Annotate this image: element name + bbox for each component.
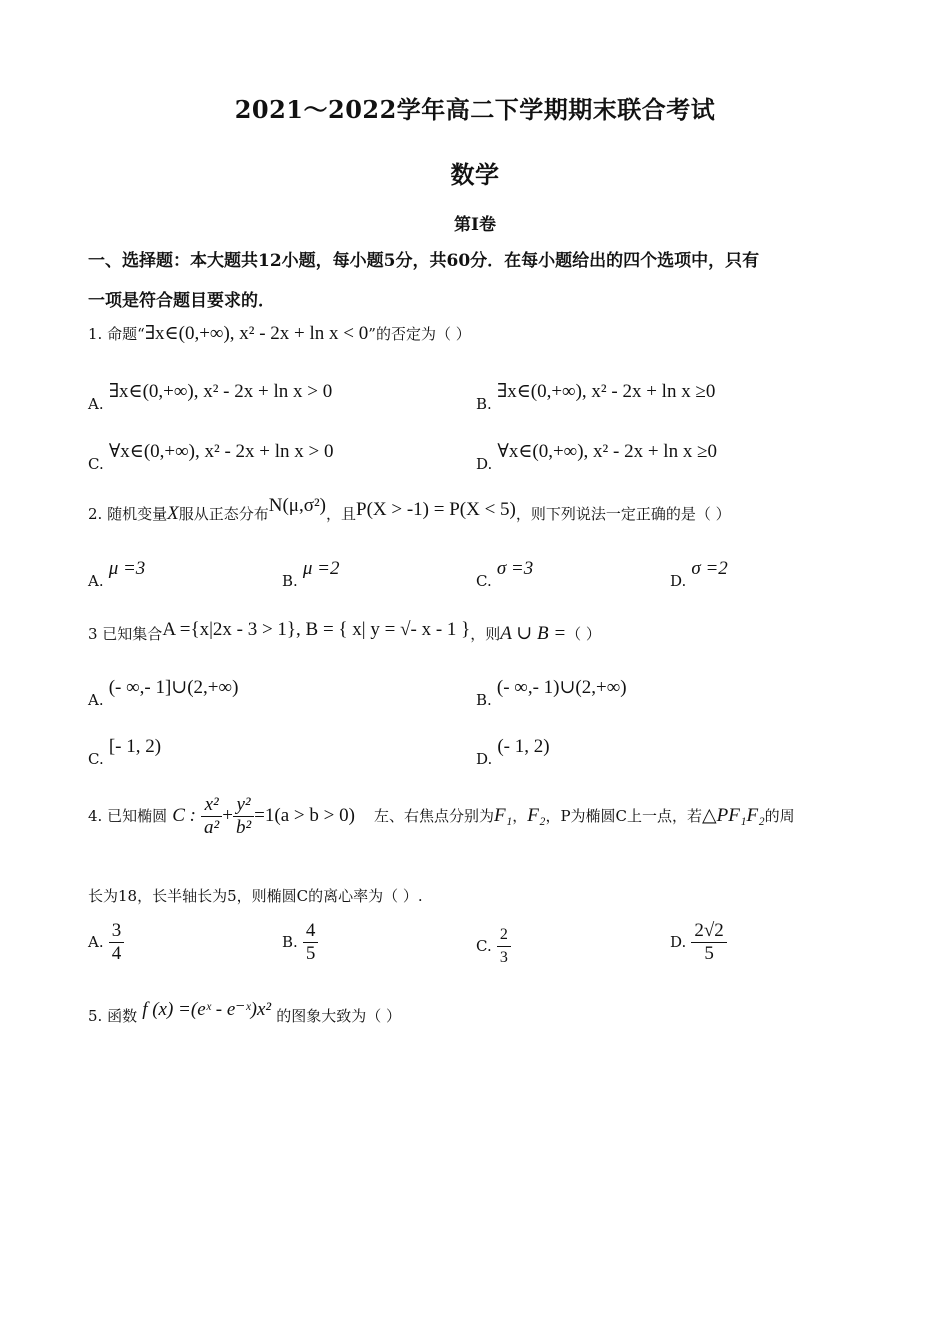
q4-option-d[interactable] <box>670 920 727 965</box>
subject-title: 数学 <box>450 160 500 189</box>
q1-option-a[interactable] <box>88 380 333 413</box>
q4-option-c-fraction <box>497 924 511 969</box>
q2-option-a-text: μ =3 <box>108 558 146 579</box>
q4-option-c-den: 3 <box>499 949 508 966</box>
q4-option-c-label: C. <box>476 937 492 955</box>
q2-option-c-label: C. <box>476 572 492 590</box>
q4-fraction-x <box>201 794 222 839</box>
q2-option-d-label: D. <box>670 572 687 590</box>
q3-option-a-label: A. <box>88 691 104 709</box>
q4-prefix: 4. 已知椭圆 <box>88 807 168 825</box>
q5-suffix: 的图象大致为（ ） <box>276 1007 401 1025</box>
q4-f1: F₁ <box>494 805 513 826</box>
q4-ellipse-tail: =1(a > b > 0) <box>254 805 355 826</box>
q1-option-d[interactable] <box>476 440 718 473</box>
q3-sets: A ={x|2x - 3 > 1}, B = { x| y = √- x - 1 } <box>162 619 471 640</box>
q1-option-b-label: B. <box>476 395 492 413</box>
q3-prefix: 3 已知集合 <box>88 625 163 643</box>
q1-option-c-label: C. <box>88 455 104 473</box>
q4-option-c[interactable] <box>476 924 511 969</box>
q2-option-c-text: σ =3 <box>496 558 534 579</box>
q1-option-c[interactable] <box>88 440 334 473</box>
q4-option-a[interactable] <box>88 920 124 965</box>
q2-suffix: ，则下列说法一定正确的是（ ） <box>515 505 731 523</box>
q4-option-a-label: A. <box>88 933 104 951</box>
q3-option-a[interactable] <box>88 676 239 709</box>
section-heading-line1: 一、选择题：本大题共12小题，每小题5分，共60分．在每小题给出的四个选项中，只有 <box>88 251 760 271</box>
q2-option-b-text: μ =2 <box>302 558 340 579</box>
q4-option-c-num: 2 <box>497 924 511 947</box>
q4-text2: ，P为椭圆C上一点，若 <box>545 807 703 825</box>
q2-option-b[interactable] <box>282 558 340 590</box>
q1-option-a-label: A. <box>88 395 104 413</box>
q2-option-c[interactable] <box>476 558 534 590</box>
q3-option-b[interactable] <box>476 676 627 709</box>
q1-option-d-text: ∀x∈(0,+∞), x² - 2x + ln x ≥0 <box>497 441 718 462</box>
question-4: 4. 已知椭圆 C : $\frac{\text{x²}}{\text{a²}}$ + $\frac{\text{y²}}{\text{b²}}$ =1(a > b > 0) 左、右焦点分别为F₁，F₂，P为椭圆C上一点，若△PF₁F₂的周 <box>88 794 795 838</box>
q3-option-b-label: B. <box>476 691 492 709</box>
q4-fraction-y-den: b² <box>235 817 252 838</box>
q4-option-d-num: 2√2 <box>691 920 726 943</box>
q4-option-d-label: D. <box>670 933 687 951</box>
volume-label: 第Ⅰ卷 <box>454 215 496 235</box>
q2-option-a[interactable] <box>88 558 146 590</box>
q4-option-d-den: 5 <box>704 943 714 964</box>
question-2 <box>88 495 731 525</box>
question-3 <box>88 619 601 645</box>
q4-ellipse-c: C : <box>172 805 196 826</box>
q4-f2: F₂ <box>527 805 546 826</box>
q3-suffix: （ ） <box>566 625 601 643</box>
q3-option-b-text: (- ∞,- 1)∪(2,+∞) <box>496 677 627 698</box>
q4-fraction-y-num: y² <box>233 794 254 817</box>
q4-triangle: △PF₁F₂ <box>702 805 765 826</box>
q1-expression: ∃x∈(0,+∞), x² - 2x + ln x < 0 <box>144 323 369 344</box>
q1-option-b-text: ∃x∈(0,+∞), x² - 2x + ln x ≥0 <box>496 381 716 402</box>
q4-comma: ， <box>512 807 528 825</box>
q4-fraction-x-num: x² <box>201 794 222 817</box>
q4-option-a-den: 4 <box>111 943 122 964</box>
q4-option-b-label: B. <box>282 933 298 951</box>
q3-option-a-text: (- ∞,- 1]∪(2,+∞) <box>108 677 239 698</box>
q4-text1: 左、右焦点分别为 <box>373 807 494 825</box>
q4-option-b-den: 5 <box>305 943 316 964</box>
q2-option-b-label: B. <box>282 572 298 590</box>
q3-option-d[interactable] <box>476 736 550 768</box>
q4-option-b-num: 4 <box>303 920 319 943</box>
q4-fraction-x-den: a² <box>204 817 220 838</box>
q2-variable: X <box>167 503 179 524</box>
q3-option-c-label: C. <box>88 750 104 768</box>
exam-title: 2021～2022学年高二下学期期末联合考试 <box>234 95 716 124</box>
q2-and: ，且 <box>325 505 356 523</box>
q5-prefix: 5. 函数 <box>88 1007 138 1025</box>
q3-option-d-label: D. <box>476 750 493 768</box>
q1-suffix: ”的否定为（ ） <box>368 325 471 343</box>
q4-fraction-y <box>233 794 254 839</box>
q4-option-a-num: 3 <box>109 920 125 943</box>
q3-option-d-text: (- 1, 2) <box>497 736 550 757</box>
q3-then: ，则 <box>470 625 501 643</box>
q1-option-b[interactable] <box>476 380 716 413</box>
q2-distribution: N(μ,σ²) <box>268 495 326 516</box>
question-1 <box>88 322 471 345</box>
question-5 <box>88 999 401 1027</box>
q2-option-a-label: A. <box>88 572 104 590</box>
q1-option-c-text: ∀x∈(0,+∞), x² - 2x + ln x > 0 <box>108 441 334 462</box>
q4-option-d-fraction <box>691 920 726 965</box>
q2-mid: 服从正态分布 <box>178 505 269 523</box>
q4-line2: 长为18，长半轴长为5，则椭圆C的离心率为（ ）. <box>88 887 423 905</box>
q3-ask: A ∪ B = <box>500 623 567 644</box>
q1-option-a-text: ∃x∈(0,+∞), x² - 2x + ln x > 0 <box>108 381 333 402</box>
q3-option-c[interactable] <box>88 736 162 768</box>
q2-condition: P(X > -1) = P(X < 5) <box>356 499 516 520</box>
section-heading-line2: 一项是符合题目要求的． <box>88 291 275 311</box>
q4-option-b[interactable] <box>282 920 318 965</box>
q1-option-d-label: D. <box>476 455 493 473</box>
q3-option-c-text: [- 1, 2) <box>108 736 162 757</box>
q4-option-a-fraction <box>109 920 125 965</box>
q5-function: f (x) =(eˣ - e⁻ˣ)x² <box>142 999 272 1020</box>
q1-prefix: 1. 命题“ <box>88 325 145 343</box>
q2-option-d[interactable] <box>670 558 728 590</box>
q4-option-b-fraction <box>303 920 319 965</box>
q2-prefix: 2. 随机变量 <box>88 505 168 523</box>
q4-text3: 的周 <box>764 807 795 825</box>
q2-option-d-text: σ =2 <box>691 558 728 579</box>
